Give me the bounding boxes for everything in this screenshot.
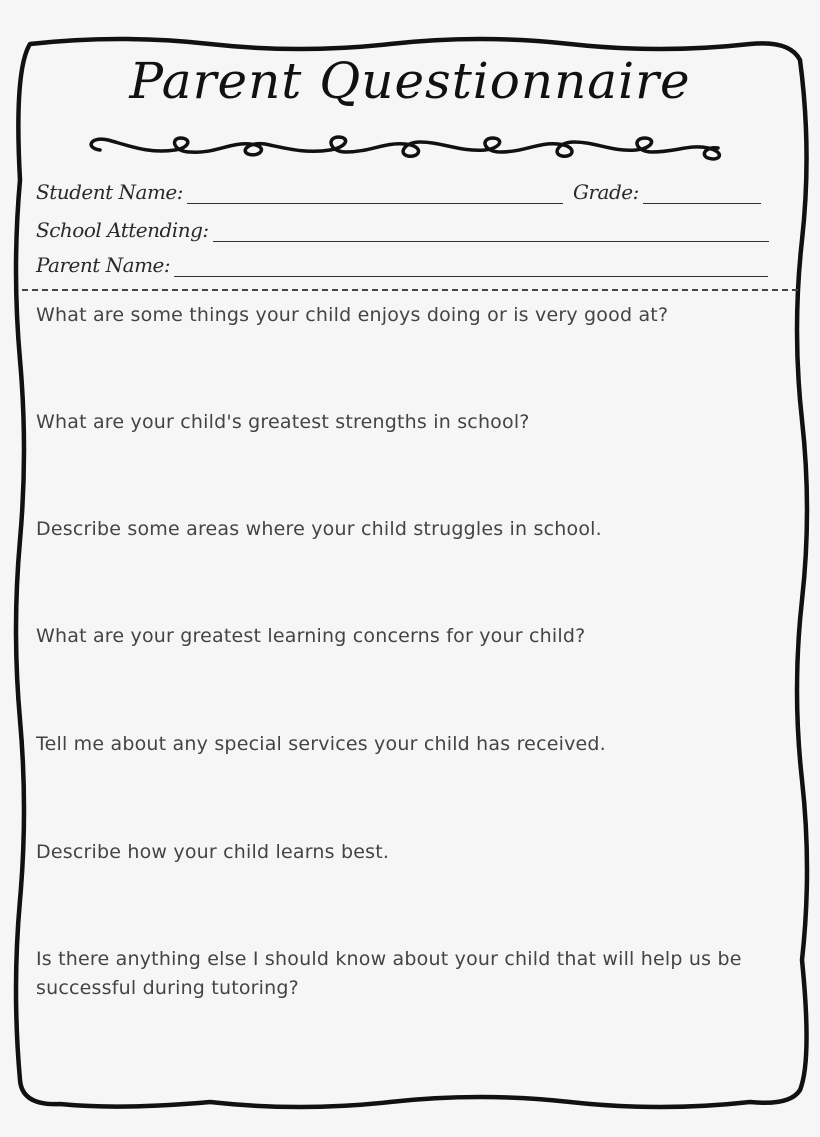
question-4: What are your greatest learning concerns for your child? [36,625,586,647]
question-2: What are your child's greatest strengths in school? [36,411,530,433]
parent-name-field[interactable] [174,256,768,277]
grade-label: Grade: [573,180,639,204]
dashed-divider [22,289,798,291]
flourish-divider-icon [80,128,740,168]
page-title: Parent Questionnaire [129,52,691,110]
question-5: Tell me about any special services your child has received. [36,733,606,755]
school-row [36,218,769,242]
parent-name-label: Parent Name: [36,253,171,277]
grade-field[interactable] [643,183,761,204]
student-name-field[interactable] [187,183,563,204]
question-6: Describe how your child learns best. [36,841,390,863]
parent-row [36,253,768,277]
question-3: Describe some areas where your child struggles in school. [36,518,602,540]
school-attending-label: School Attending: [36,218,209,242]
student-info-row [36,180,761,204]
school-attending-field[interactable] [213,221,769,242]
question-7: Is there anything else I should know about your child that will help us be successful during tutoring? [36,948,742,999]
student-name-label: Student Name: [36,180,183,204]
question-1: What are some things your child enjoys doing or is very good at? [36,304,669,326]
